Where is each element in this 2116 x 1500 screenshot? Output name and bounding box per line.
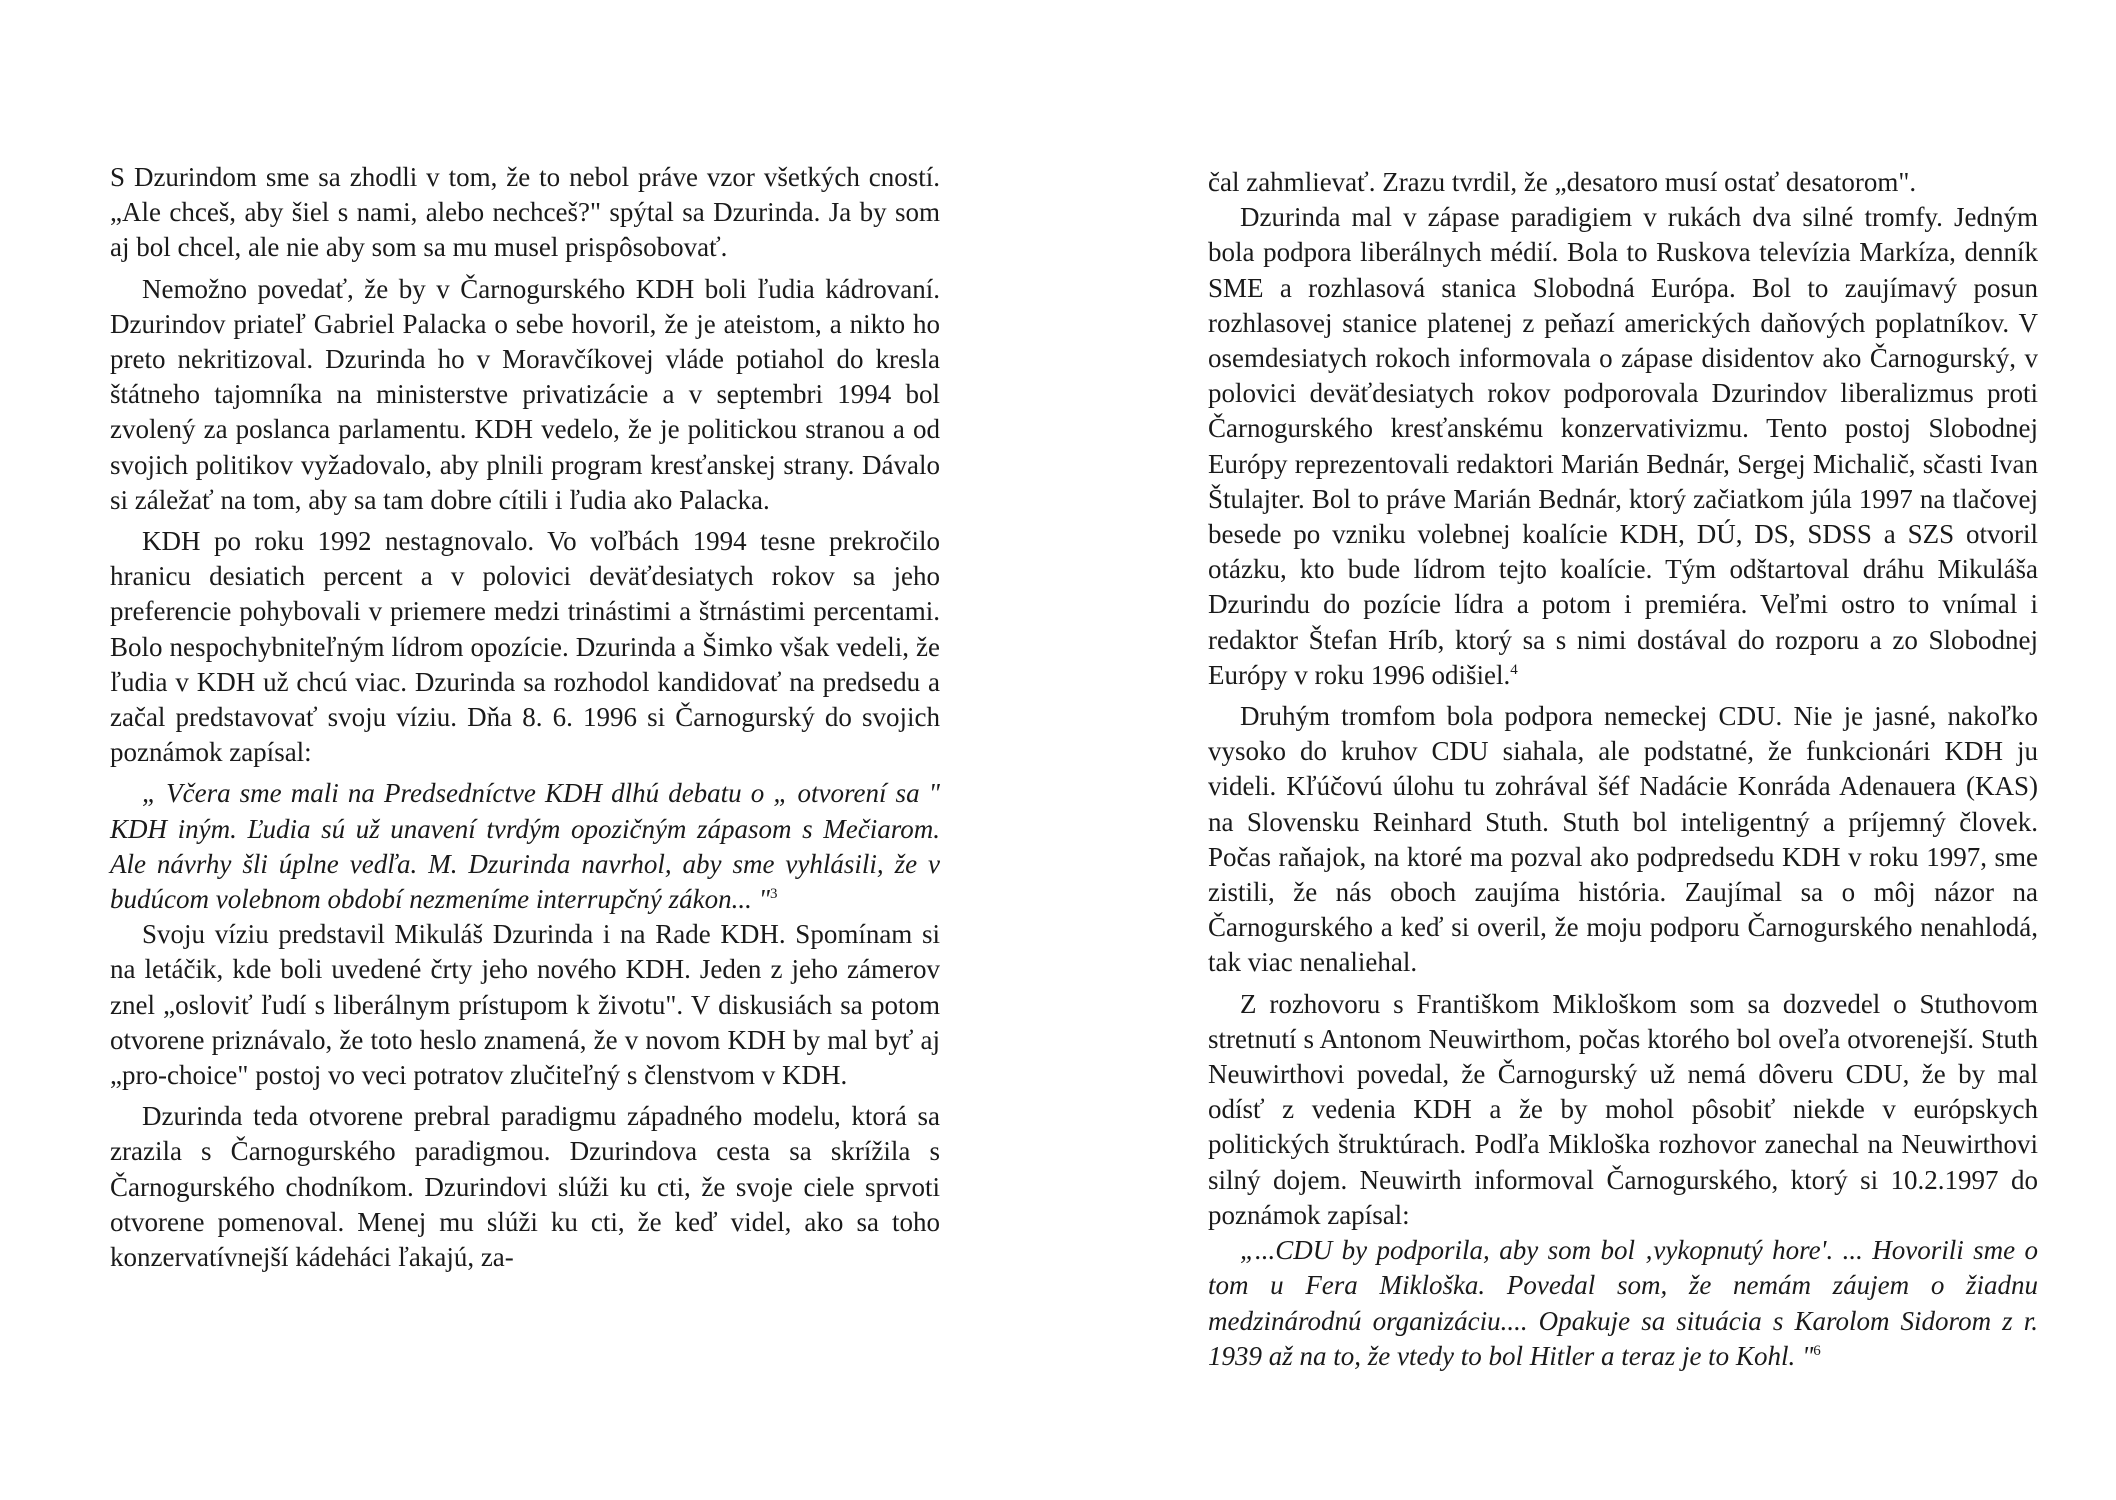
left-page-text (110, 160, 940, 1275)
right-page (1058, 0, 2116, 1500)
quote-paragraph (110, 776, 940, 917)
footnote-marker: 3 (769, 886, 778, 903)
paragraph: Z rozhovoru s Františkom Mikloškom som sa dozvedel o Stuthovom stretnutí s Antonom Neuwirthom, počas ktorého bol oveľa otvorenejší. Stuth Neuwirthovi povedal, že Čarnogurský už nemá dôveru CDU, že by mal odísť z vedenia KDH a že by mohol pôsobiť niekde v európskych politických štruktúrach. Podľa Mikloška rozhovor zanechal na Neuwirthovi silný dojem. Neuwirth informoval Čarnogurského, ktorý si 10.2.1997 do poznámok zapísal: (1208, 988, 2038, 1230)
quote-text: „ Včera sme mali na Predsedníctve KDH dlhú debatu o „ otvorení sa " KDH iným. Ľudia sú už unavení tvrdým opozičným zápasom s Mečiarom. Ale návrhy šli úplne vedľa. M. Dzurinda navrhol, aby sme vyhlásili, že v budúcom volebnom období nezmeníme interrupčný zákon... " (110, 778, 940, 915)
paragraph: Svoju víziu predstavil Mikuláš Dzurinda i na Rade KDH. Spomínam si na letáčik, kde boli uvedené črty jeho nového KDH. Jeden z jeho zámerov znel „osloviť ľudí s liberálnym prístupom k životu". V diskusiách sa potom otvorene priznávalo, že toto heslo znamená, že v novom KDH by mal byť aj „pro-choice" postoj vo veci potratov zlučiteľný s členstvom v KDH. (110, 919, 940, 1091)
paragraph: KDH po roku 1992 nestagnovalo. Vo voľbách 1994 tesne prekročilo hranicu desiatich percent a v polovici deväťdesiatych rokov sa jeho preferencie pohybovali v priemere medzi trinástimi a štrnástimi percentami. Bolo nespochybniteľným lídrom opozície. Dzurinda a Šimko však vedeli, že ľudia v KDH už chcú viac. Dzurinda sa rozhodol kandidovať na predsedu a začal predstavovať svoju víziu. Dňa 8. 6. 1996 si Čarnogurský do svojich poznámok zapísal: (110, 526, 940, 768)
right-page-text (1208, 165, 2038, 1374)
footnote-marker: 6 (1813, 1342, 1821, 1359)
paragraph: Druhým tromfom bola podpora nemeckej CDU. Nie je jasné, nakoľko vysoko do kruhov CDU siahala, ale podstatné, že funkcionári KDH ju videli. Kľúčovú úlohu tu zohrával šéf Nadácie Konráda Adenauera (KAS) na Slovensku Reinhard Stuth. Stuth bol inteligentný a príjemný človek. Počas raňajok, na ktoré ma pozval ako podpredsedu KDH v roku 1997, sme zistili, že nás oboch zaujíma história. Zaujímal sa o môj názor na Čarnogurského a keď si overil, že moju podporu Čarnogurského nenahlodá, tak viac nenaliehal. (1208, 701, 2038, 978)
paragraph (1208, 200, 2038, 693)
quote-text: „...CDU by podporila, aby som bol ‚vykopnutý hore'. ... Hovorili sme o tom u Fera Mikloška. Povedal som, že nemám záujem o žiadnu medzinárodnú organizáciu.... Opakuje sa situácia s Karolom Sidorom z r. 1939 až na to, že vtedy to bol Hitler a teraz je to Kohl. " (1208, 1235, 2038, 1371)
paragraph-text: Dzurinda mal v zápase paradigiem v rukách dva silné tromfy. Jedným bola podpora liberálnych médií. Bola to Ruskova televízia Markíza, denník SME a rozhlasová stanica Slobodná Európa. Bol to zaujímavý posun rozhlasovej stanice platenej z peňazí amerických daňových poplatníkov. V osemdesiatych rokoch informovala o zápase disidentov ako Čarnogurský, v polovici deväťdesiatych rokov podporovala Dzurindov liberalizmus proti Čarnogurského kresťanskému konzervativizmu. Tento postoj Slobodnej Európy reprezentovali redaktori Marián Bednár, Sergej Michalič, sčasti Ivan Štulajter. Bol to práve Marián Bednár, ktorý začiatkom júla 1997 na tlačovej besede po vzniku volebnej koalície KDH, DÚ, DS, SDSS a SZS otvoril otázku, kto bude lídrom tejto koalície. Tým odštartoval dráhu Mikuláša Dzurindu do pozície lídra a potom i premiéra. Veľmi ostro to vnímal i redaktor Štefan Hríb, ktorý sa s nimi dostával do rozporu a zo Slobodnej Európy v roku 1996 odišiel. (1208, 202, 2038, 690)
footnote-marker: 4 (1510, 661, 1518, 678)
paragraph: čal zahmlievať. Zrazu tvrdil, že „desatoro musí ostať desatorom". (1208, 167, 1917, 197)
paragraph: S Dzurindom sme sa zhodli v tom, že to nebol práve vzor všetkých cností. „Ale chceš, aby šiel s nami, alebo nechceš?" spýtal sa Dzurinda. Ja by som aj bol chcel, ale nie aby som sa mu musel prispôsobovať. (110, 162, 940, 263)
paragraph: Dzurinda teda otvorene prebral paradigmu západného modelu, ktorá sa zrazila s Čarnogurského paradigmou. Dzurindova cesta sa skrížila s Čarnogurského chodníkom. Dzurindovi slúži ku cti, že svoje ciele sprvoti otvorene pomenoval. Menej mu slúži ku cti, že keď videl, ako sa toho konzervatívnejší kádeháci ľakajú, za- (110, 1101, 940, 1273)
paragraph: Nemožno povedať, že by v Čarnogurského KDH boli ľudia kádrovaní. Dzurindov priateľ Gabriel Palacka o sebe hovoril, že je ateistom, a nikto ho preto nekritizoval. Dzurinda ho v Moravčíkovej vláde potiahol do kresla štátneho tajomníka na ministerstve privatizácie a v septembri 1994 bol zvolený za poslanca parlamentu. KDH vedelo, že je politickou stranou a od svojich politikov vyžadovalo, aby plnili program kresťanskej strany. Dávalo si záležať na tom, aby sa tam dobre cítili i ľudia ako Palacka. (110, 273, 940, 515)
quote-paragraph (1208, 1233, 2038, 1374)
